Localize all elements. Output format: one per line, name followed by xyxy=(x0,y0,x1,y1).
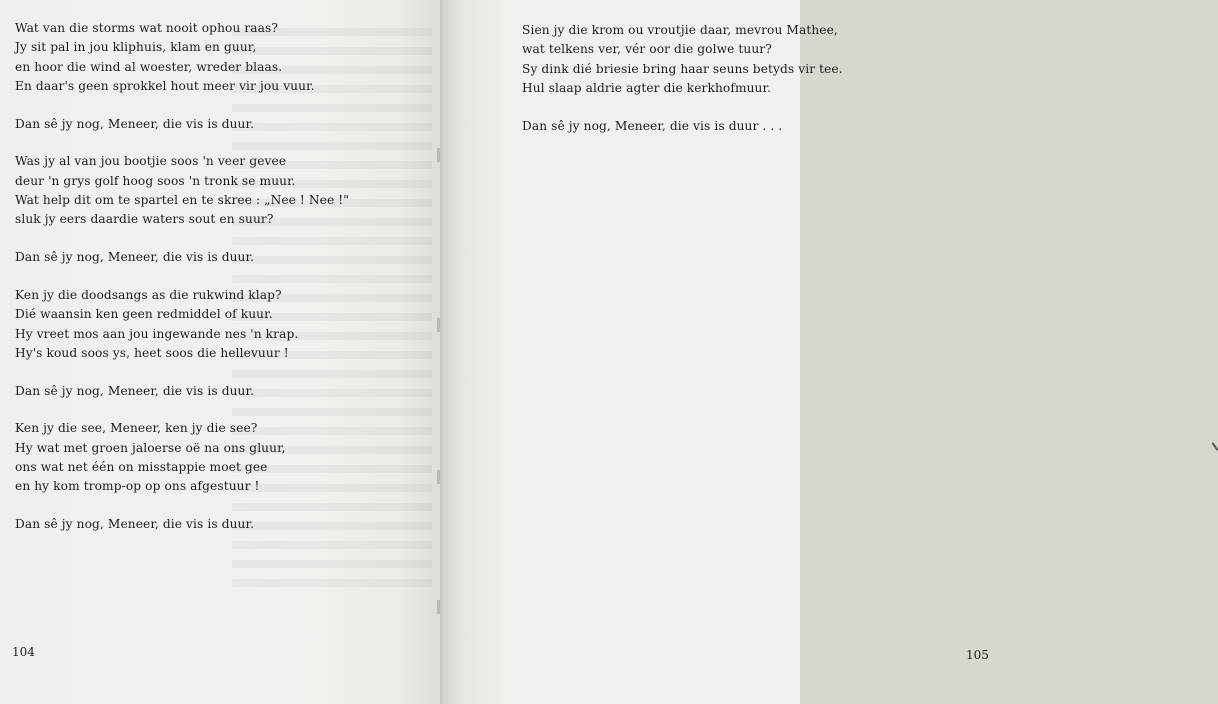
binding-stitch xyxy=(437,148,440,162)
refrain xyxy=(15,515,349,534)
poem-line: Dan sê jy nog, Meneer, die vis is duur . . . xyxy=(522,118,783,133)
stanza xyxy=(15,286,349,363)
paper-speck xyxy=(1212,442,1218,451)
poem-line: Dan sê jy nog, Meneer, die vis is duur. xyxy=(15,383,255,398)
poem-line: Dan sê jy nog, Meneer, die vis is duur. xyxy=(15,250,255,265)
poem-line: Wat help dit om te spartel en te skree : „Nee ! Nee !" xyxy=(15,193,349,208)
stanza xyxy=(15,419,349,496)
poem-line: sluk jy eers daardie waters sout en suur? xyxy=(15,212,274,227)
poem-line: Sien jy die krom ou vroutjie daar, mevrou Mathee, xyxy=(522,23,838,37)
book-gutter xyxy=(440,0,442,704)
poem-line: En daar's geen sprokkel hout meer vir jou vuur. xyxy=(15,78,315,93)
left-page xyxy=(0,0,442,704)
stanza xyxy=(15,152,349,229)
poem-line: deur 'n grys golf hoog soos 'n tronk se muur. xyxy=(15,173,296,188)
poem-line: en hoor die wind al woester, wreder blaas. xyxy=(15,59,283,74)
page-number-left: 104 xyxy=(12,645,35,659)
stanza xyxy=(15,19,349,96)
binding-stitch xyxy=(437,318,440,332)
poem-line: Ken jy die see, Meneer, ken jy die see? xyxy=(15,421,258,436)
poem-line: Hy's koud soos ys, heet soos die hellevuur ! xyxy=(15,345,289,360)
poem-line: Dan sê jy nog, Meneer, die vis is duur. xyxy=(15,517,255,532)
left-poem xyxy=(15,19,349,553)
binding-stitch xyxy=(437,600,440,614)
poem-line: Sy dink dié briesie bring haar seuns betyds vir tee. xyxy=(522,61,843,76)
right-poem xyxy=(522,21,843,154)
poem-line: ons wat net één on misstappie moet gee xyxy=(15,460,268,475)
page-number-right: 105 xyxy=(966,648,989,662)
refrain xyxy=(15,115,349,134)
poem-line: Dan sê jy nog, Meneer, die vis is duur. xyxy=(15,116,255,131)
poem-line: wat telkens ver, vér oor die golwe tuur? xyxy=(522,42,772,57)
refrain xyxy=(522,117,843,136)
poem-line: Jy sit pal in jou kliphuis, klam en guur, xyxy=(15,40,257,55)
refrain xyxy=(15,382,349,401)
poem-line: Hy wat met groen jaloerse oë na ons gluur, xyxy=(15,440,286,455)
poem-line: en hy kom tromp-op op ons afgestuur ! xyxy=(15,479,260,494)
poem-line: Hy vreet mos aan jou ingewande nes 'n krap. xyxy=(15,326,299,341)
poem-line: Was jy al van jou bootjie soos 'n veer gevee xyxy=(15,154,287,169)
refrain xyxy=(15,248,349,267)
poem-line: Ken jy die doodsangs as die rukwind klap? xyxy=(15,287,282,302)
poem-line: Wat van die storms wat nooit ophou raas? xyxy=(15,21,279,35)
stanza xyxy=(522,21,843,98)
poem-line: Hul slaap aldrie agter die kerkhofmuur. xyxy=(522,80,772,95)
binding-stitch xyxy=(437,470,440,484)
poem-line: Dié waansin ken geen redmiddel of kuur. xyxy=(15,307,273,322)
